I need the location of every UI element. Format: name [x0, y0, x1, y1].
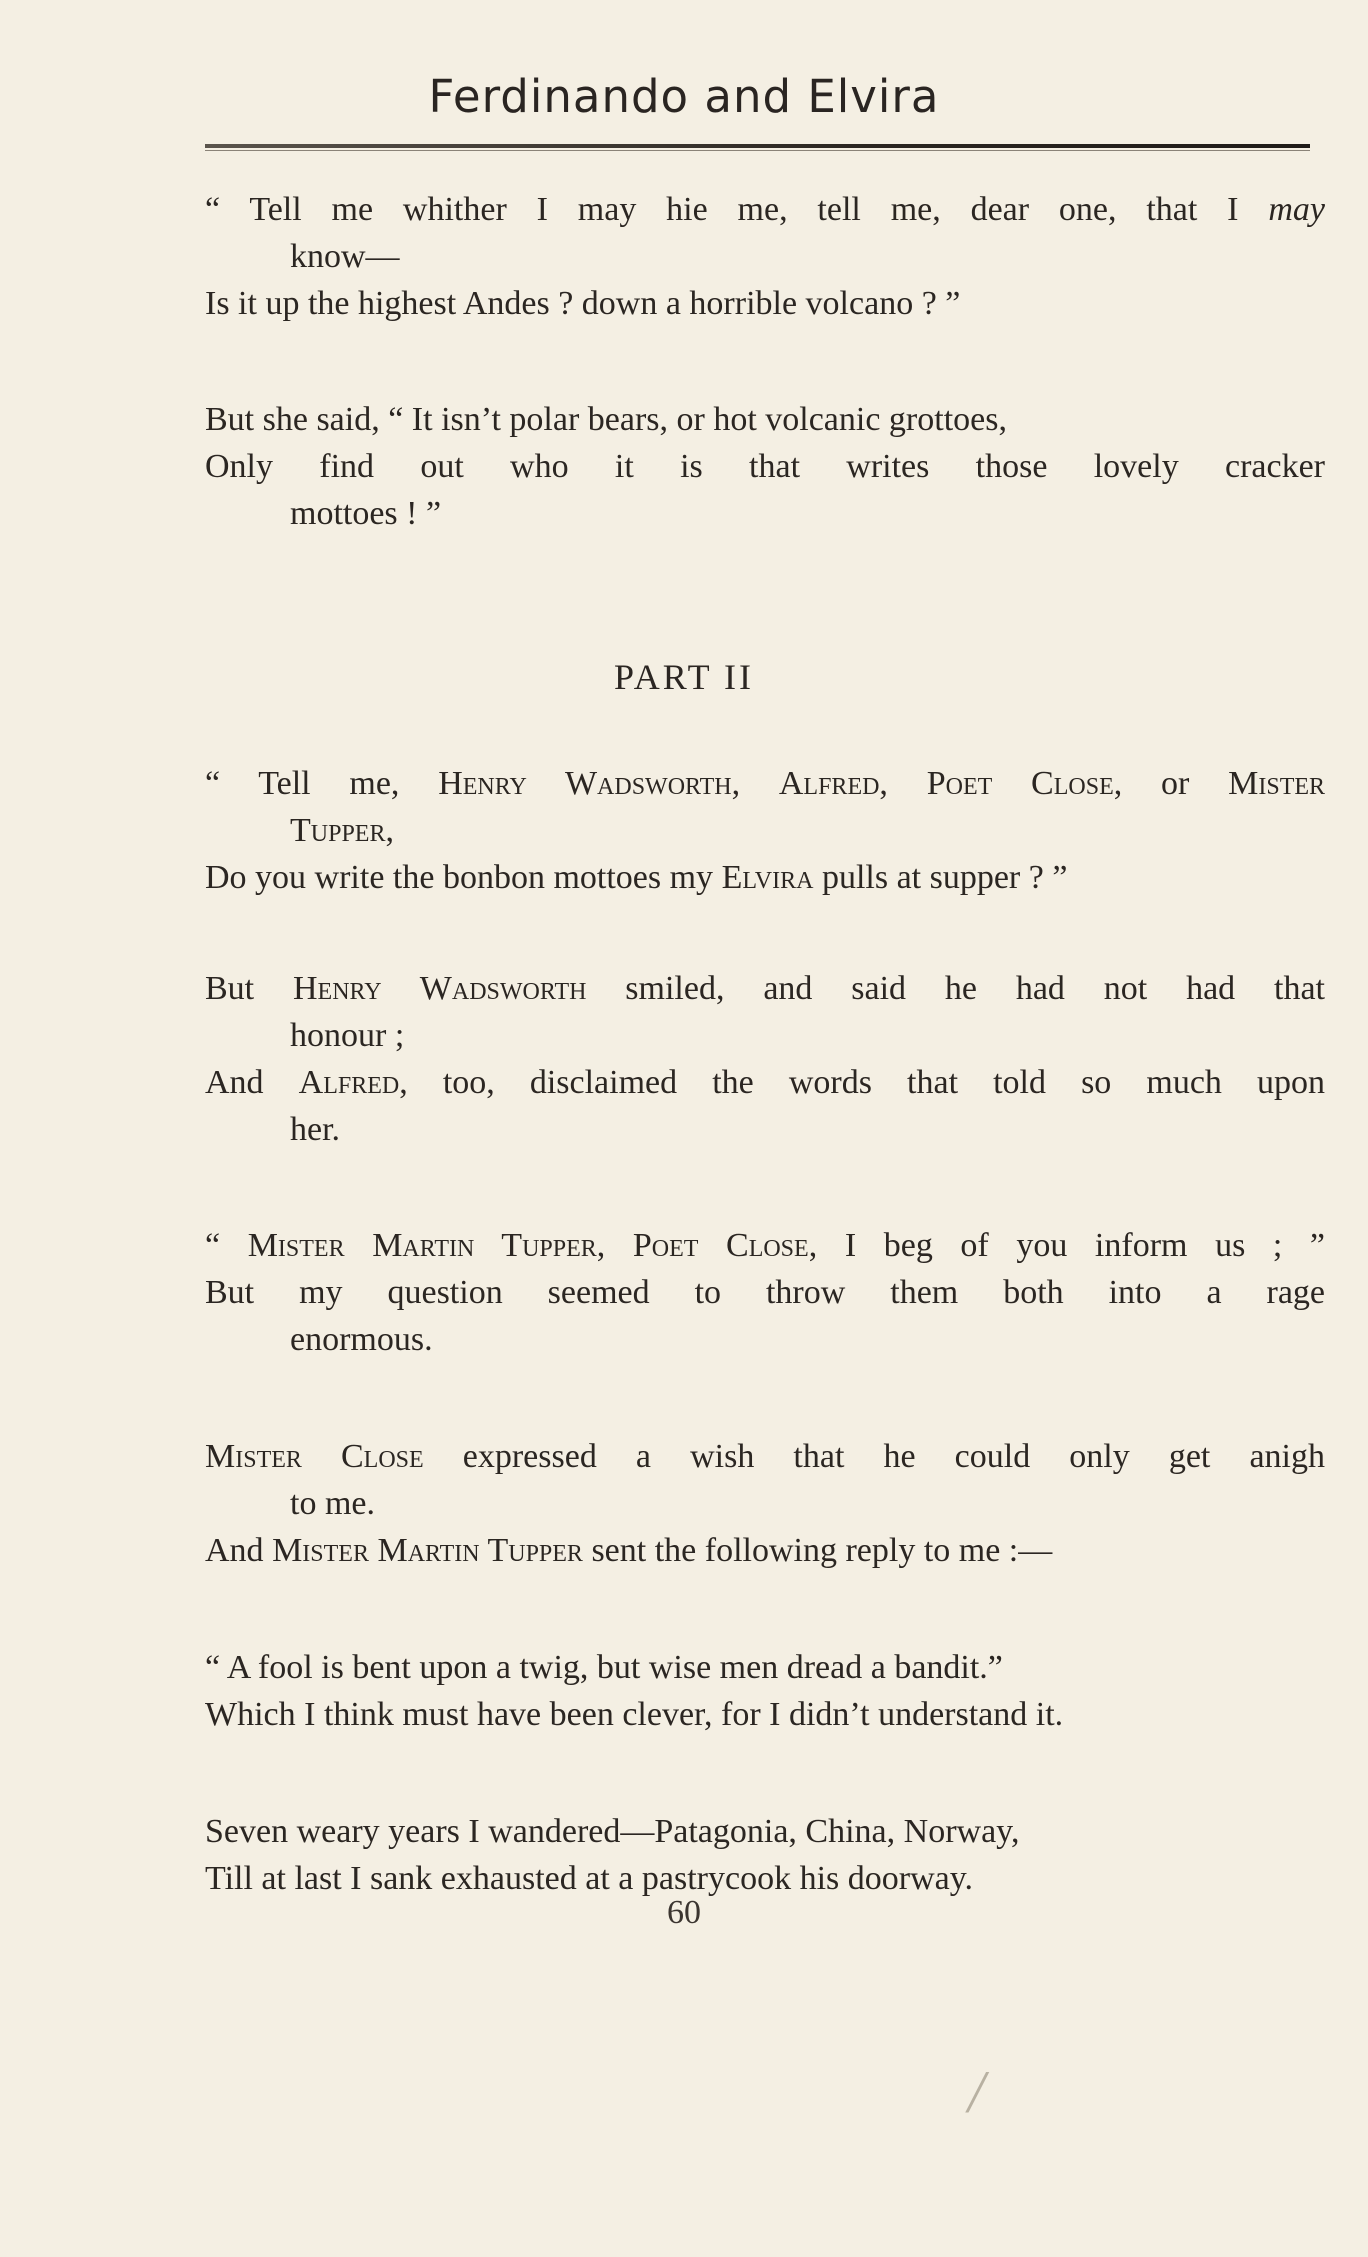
stanza: [205, 1808, 1325, 1902]
verse-line: to me.: [290, 1485, 375, 1522]
verse-line: enormous.: [290, 1321, 433, 1358]
verse-line: mottoes ! ”: [290, 495, 442, 532]
verse-line: “ Tell me whither I may hie me, tell me, dear one, that I may: [205, 191, 1325, 228]
verse-line: Is it up the highest Andes ? down a horrible volcano ? ”: [205, 285, 961, 322]
verse-line: But she said, “ It isn’t polar bears, or hot volcanic grottoes,: [205, 401, 1007, 438]
verse-line: honour ;: [290, 1017, 405, 1054]
verse-line: Do you write the bonbon mottoes my Elvira pulls at supper ? ”: [205, 859, 1068, 896]
verse-line: But Henry Wadsworth smiled, and said he had not had that: [205, 970, 1326, 1007]
stanza: [205, 1222, 1325, 1363]
stanza: [205, 1644, 1325, 1738]
verse-line: Which I think must have been clever, for I didn’t understand it.: [205, 1696, 1064, 1733]
running-head: Ferdinando and Elvira: [428, 70, 940, 123]
verse-line: But my question seemed to throw them both into a rage: [205, 1274, 1325, 1311]
verse-line: “ Mister Martin Tupper, Poet Close, I beg of you inform us ; ”: [205, 1227, 1326, 1264]
verse-line: Till at last I sank exhausted at a pastrycook his doorway.: [205, 1860, 974, 1897]
section-heading: PART II: [614, 657, 754, 697]
verse-line: know—: [290, 238, 400, 275]
verse-line: “ A fool is bent upon a twig, but wise men dread a bandit.”: [205, 1649, 1003, 1686]
verse-line: Seven weary years I wandered—Patagonia, China, Norway,: [205, 1813, 1020, 1850]
verse-line: her.: [290, 1111, 341, 1148]
stanza: [205, 396, 1325, 537]
stanza: [205, 186, 1325, 327]
page-number: 60: [667, 1894, 701, 1931]
header-rule: [205, 144, 1310, 148]
verse-line: And Alfred, too, disclaimed the words that told so much upon: [205, 1064, 1326, 1101]
stanza: [205, 1433, 1325, 1574]
verse-line: Tupper,: [290, 812, 394, 849]
verse-line: Only find out who it is that writes those lovely cracker: [205, 448, 1325, 485]
verse-line: “ Tell me, Henry Wadsworth, Alfred, Poet Close, or Mister: [205, 765, 1326, 802]
header-rule-thin: [205, 150, 1310, 151]
stanza: [205, 760, 1325, 901]
verse-line: And Mister Martin Tupper sent the following reply to me :—: [205, 1532, 1053, 1569]
verse-line: Mister Close expressed a wish that he could only get anigh: [205, 1438, 1326, 1475]
stanza: [205, 965, 1325, 1153]
pencil-mark: /: [968, 2059, 985, 2125]
